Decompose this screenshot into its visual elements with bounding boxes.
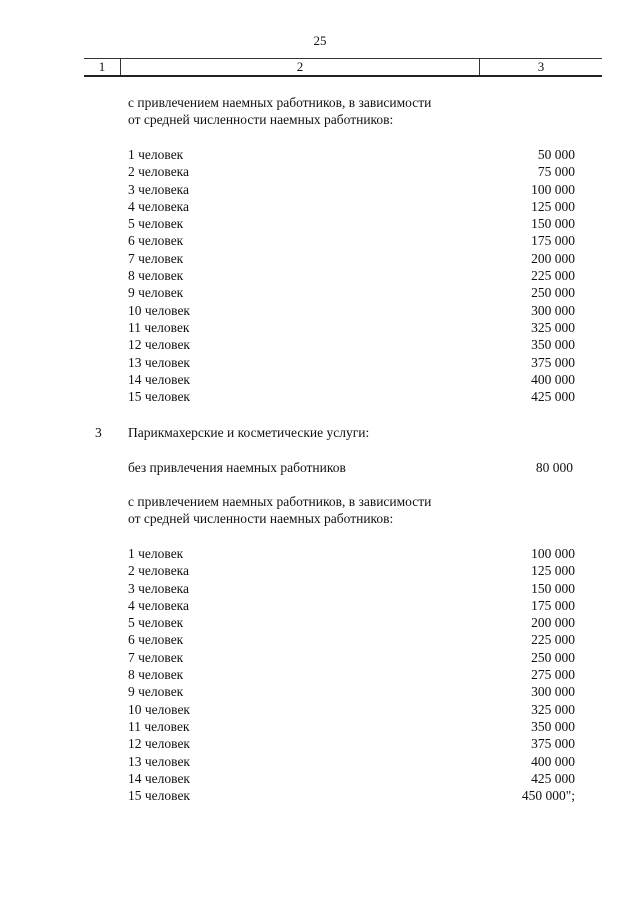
rate-row <box>128 545 575 562</box>
rate-row <box>128 336 575 353</box>
rate-row-value: 300 000 <box>531 302 575 318</box>
rate-row <box>128 250 575 267</box>
rate-row <box>128 232 575 249</box>
rate-row-value: 250 000 <box>531 649 575 665</box>
rate-row-label: 5 человек <box>128 216 184 232</box>
rate-row-label: 11 человек <box>128 718 190 734</box>
rate-row-value: 75 000 <box>537 164 575 180</box>
rate-row <box>128 701 575 718</box>
rate-row-label: 1 человек <box>128 546 184 561</box>
rate-row-value: 275 000 <box>531 667 575 683</box>
rate-row-label: 2 человека <box>128 164 190 180</box>
rate-row-value: 425 000 <box>531 770 575 786</box>
no-workers-label: без привлечения наемных работников <box>128 460 346 475</box>
rate-row-label: 3 человека <box>128 580 190 596</box>
rate-row <box>128 787 575 804</box>
rate-row-value: 50 000 <box>537 147 575 162</box>
rate-row <box>128 597 575 614</box>
rate-row <box>128 683 575 700</box>
rate-row <box>128 753 575 770</box>
item3-intro-line2: от средней численности наемных работников: <box>128 511 394 526</box>
column-header-1: 1 <box>84 59 121 75</box>
rate-row-value: 200 000 <box>531 250 575 266</box>
rate-row <box>128 319 575 336</box>
rate-row <box>128 388 575 405</box>
rate-row <box>128 163 575 180</box>
rate-row <box>128 735 575 752</box>
page-number: 25 <box>313 33 327 48</box>
rate-row-label: 14 человек <box>128 770 190 786</box>
column-header-3: 3 <box>537 59 545 74</box>
item-number: 3 <box>95 425 102 440</box>
rate-row-label: 15 человек <box>128 788 190 804</box>
rate-row-value: 400 000 <box>531 753 575 769</box>
rate-row-value: 175 000 <box>531 233 575 249</box>
rate-row-label: 14 человек <box>128 371 190 387</box>
item3-rate-list <box>128 545 575 804</box>
rate-row-value: 175 000 <box>531 597 575 613</box>
rate-row <box>128 631 575 648</box>
rate-row <box>128 284 575 301</box>
rate-row-label: 1 человек <box>128 147 184 162</box>
rate-row <box>128 267 575 284</box>
rate-row-value: 325 000 <box>531 319 575 335</box>
rate-row-value: 325 000 <box>531 701 575 717</box>
rate-row-label: 5 человек <box>128 615 184 631</box>
rate-row <box>128 649 575 666</box>
rate-row-label: 13 человек <box>128 354 190 370</box>
rate-row-value: 150 000 <box>531 216 575 232</box>
rate-row-value: 100 000 <box>531 181 575 197</box>
rate-row <box>128 215 575 232</box>
table-header-row <box>84 58 602 77</box>
rate-row-label: 4 человека <box>128 597 190 613</box>
rate-row-value: 300 000 <box>531 684 575 700</box>
rate-row <box>128 181 575 198</box>
section-a-intro-line1: с привлечением наемных работников, в зависимости <box>128 95 432 110</box>
rate-row <box>128 580 575 597</box>
rate-row-value: 125 000 <box>531 563 575 579</box>
rate-row-value: 350 000 <box>531 718 575 734</box>
rate-row-value: 400 000 <box>531 371 575 387</box>
section-a-intro <box>128 94 431 128</box>
item3-intro <box>128 493 431 527</box>
column-header-2: 2 <box>121 59 480 75</box>
rate-row-label: 3 человека <box>128 181 190 197</box>
item-title: Парикмахерские и косметические услуги: <box>128 425 370 440</box>
rate-row-label: 6 человек <box>128 233 184 249</box>
rate-row-label: 13 человек <box>128 753 190 769</box>
rate-row <box>128 302 575 319</box>
rate-row-value: 375 000 <box>531 354 575 370</box>
rate-row-value: 150 000 <box>531 580 575 596</box>
rate-row <box>128 198 575 215</box>
rate-row-label: 10 человек <box>128 701 190 717</box>
rate-row-label: 6 человек <box>128 632 184 648</box>
rate-row <box>128 614 575 631</box>
rate-row-value: 225 000 <box>531 632 575 648</box>
rate-row <box>128 562 575 579</box>
rate-row-value: 350 000 <box>531 337 575 353</box>
rate-row <box>128 770 575 787</box>
rate-row-label: 12 человек <box>128 736 190 752</box>
rate-row-label: 8 человек <box>128 667 184 683</box>
rate-row-value: 425 000 <box>531 389 575 405</box>
item3-intro-line1: с привлечением наемных работников, в зависимости <box>128 494 432 509</box>
rate-row-label: 7 человек <box>128 649 184 665</box>
rate-row-label: 9 человек <box>128 285 184 301</box>
rate-row-value: 375 000 <box>531 736 575 752</box>
rate-row-value: 200 000 <box>531 615 575 631</box>
rate-row-label: 8 человек <box>128 268 184 284</box>
no-workers-value: 80 000 <box>535 460 573 475</box>
rate-row-label: 9 человек <box>128 684 184 700</box>
section-a-intro-line2: от средней численности наемных работников: <box>128 112 394 127</box>
rate-row <box>128 666 575 683</box>
rate-row-value: 250 000 <box>531 285 575 301</box>
rate-row-value: 225 000 <box>531 268 575 284</box>
rate-row-label: 15 человек <box>128 389 190 405</box>
rate-row-label: 2 человека <box>128 563 190 579</box>
rate-row-label: 4 человека <box>128 198 190 214</box>
rate-row-label: 11 человек <box>128 319 190 335</box>
section-a-rate-list <box>128 146 575 405</box>
rate-row-value: 450 000"; <box>521 788 575 804</box>
rate-row-value: 125 000 <box>531 198 575 214</box>
rate-row-label: 12 человек <box>128 337 190 353</box>
rate-row <box>128 354 575 371</box>
rate-row-value: 100 000 <box>531 546 575 561</box>
rate-row-label: 7 человек <box>128 250 184 266</box>
rate-row-label: 10 человек <box>128 302 190 318</box>
rate-row <box>128 718 575 735</box>
rate-row <box>128 371 575 388</box>
no-workers-row <box>128 459 575 476</box>
rate-row <box>128 146 575 163</box>
